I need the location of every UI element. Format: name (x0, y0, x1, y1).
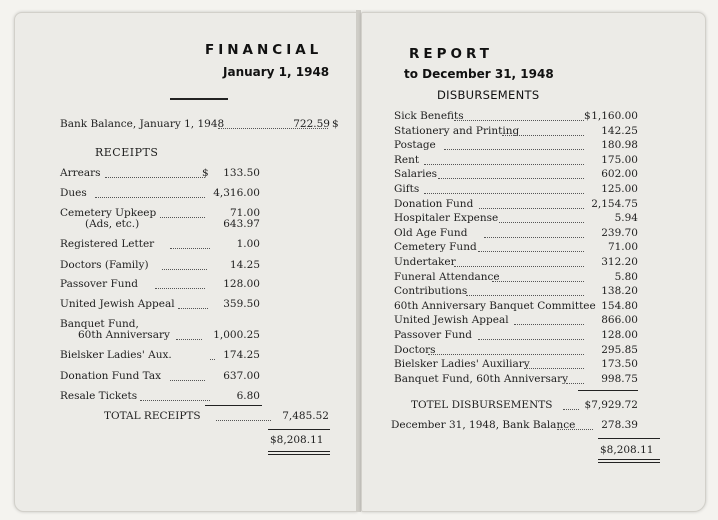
receipt-9 (60, 318, 260, 344)
bank-balance-jan-label: Bank Balance, January 1, 1948 (60, 118, 225, 130)
disbursement-1-label: Sick Benefits (394, 110, 464, 122)
grand-total-rule-top-left (268, 429, 330, 430)
disbursement-7 (394, 198, 638, 212)
receipt-11 (60, 370, 260, 384)
receipt-7-amount: 128.00 (223, 278, 260, 290)
receipt-5-amount: 1.00 (236, 238, 260, 250)
grand-total-rule-top-right (598, 438, 660, 439)
disbursement-12-label: Funeral Attendance (394, 270, 500, 283)
receipt-7-label: Passover Fund (60, 278, 138, 290)
receipt-8 (60, 298, 260, 312)
grand-total-rule-bottom-left-1 (268, 451, 330, 452)
disbursement-17-leader (428, 354, 584, 355)
receipt-12-amount: 6.80 (236, 390, 260, 402)
grand-total-rule-bottom-left-2 (268, 454, 330, 455)
receipt-4 (60, 218, 260, 232)
disbursement-14 (394, 300, 638, 314)
receipt-12 (60, 390, 260, 404)
receipt-5-label: Registered Letter (60, 238, 155, 250)
disbursement-14-amount: 154.80 (601, 299, 638, 312)
receipt-9-label-line2: 60th Anniversary (78, 329, 170, 341)
header-rule (170, 98, 228, 100)
disbursement-1-amount: 1,160.00 (591, 110, 638, 122)
receipt-4-amount: 643.97 (223, 218, 260, 230)
bank-balance-dec (391, 419, 638, 433)
receipt-9-label: Banquet Fund, (60, 318, 139, 330)
heading-financial: FINANCIAL (205, 42, 323, 58)
disbursement-8-amount: 5.94 (614, 212, 638, 225)
bank-balance-dec-amount: 278.39 (601, 419, 638, 431)
disbursement-9-leader (484, 237, 584, 238)
disbursement-6 (394, 183, 638, 197)
receipt-2-leader (95, 197, 205, 198)
receipt-12-label: Resale Tickets (60, 390, 138, 402)
receipt-2 (60, 187, 260, 201)
receipt-10-label: Bielsker Ladies' Aux. (60, 349, 172, 361)
disbursement-15-leader (514, 324, 584, 325)
receipt-6-amount: 14.25 (229, 259, 260, 271)
disbursement-2-leader (502, 135, 584, 136)
disbursement-1-currency: $ (584, 110, 591, 122)
disbursement-15-amount: 866.00 (601, 314, 638, 327)
receipt-6 (60, 259, 260, 273)
receipt-6-leader (162, 269, 207, 270)
disbursement-3 (394, 139, 638, 153)
disbursement-17-label: Doctors (394, 343, 436, 356)
receipts-title: RECEIPTS (95, 146, 159, 159)
disbursement-6-leader (424, 193, 584, 194)
bank-balance-dec-label: December 31, 1948, Bank Balance (391, 419, 576, 431)
receipt-1-label: Arrears (60, 167, 101, 179)
subheading-december: to December 31, 1948 (404, 67, 554, 81)
bank-balance-jan-currency: $ (332, 118, 339, 130)
disbursement-6-label: Gifts (394, 183, 420, 195)
disbursement-10 (394, 241, 638, 255)
disbursement-10-label: Cemetery Fund (394, 241, 477, 254)
disbursement-5 (394, 168, 638, 182)
disbursement-9-label: Old Age Fund (394, 226, 468, 239)
bank-balance-jan-amount: 722.59 (293, 118, 330, 130)
disbursement-1 (394, 110, 638, 124)
total-disbursements-label: TOTEL DISBURSEMENTS (411, 399, 553, 411)
grand-total-right: $8,208.11 (600, 444, 654, 456)
receipt-7 (60, 278, 260, 292)
disbursement-16-label: Passover Fund (394, 329, 472, 341)
receipt-1-currency: $ (202, 167, 209, 179)
disbursement-11-label: Undertaker (394, 256, 456, 268)
bank-balance-dec-leader (557, 429, 593, 430)
receipt-9-leader (176, 339, 202, 340)
disbursement-7-leader (479, 208, 584, 209)
receipt-12-leader (140, 400, 210, 401)
disbursement-18 (394, 358, 638, 372)
disbursement-2 (394, 125, 638, 139)
receipts-total-rule (205, 405, 262, 406)
disbursement-17-amount: 295.85 (601, 343, 638, 356)
disbursement-4-leader (424, 164, 584, 165)
receipt-9-amount: 1,000.25 (213, 329, 260, 341)
total-disbursements-amount: $7,929.72 (584, 399, 638, 411)
disbursement-16-amount: 128.00 (601, 329, 638, 341)
disbursement-12-amount: 5.80 (614, 270, 638, 283)
receipt-1 (60, 167, 260, 181)
disbursement-10-amount: 71.00 (607, 241, 638, 254)
receipt-5 (60, 238, 260, 252)
total-disbursements (411, 399, 638, 413)
total-receipts-leader (216, 420, 271, 421)
receipt-11-amount: 637.00 (223, 370, 260, 382)
disbursement-4 (394, 154, 638, 168)
grand-total-rule-bottom-right-1 (598, 459, 660, 460)
disbursement-2-amount: 142.25 (601, 124, 638, 137)
disbursement-15-label: United Jewish Appeal (394, 314, 509, 327)
grand-total-rule-bottom-right-2 (598, 462, 660, 463)
disbursement-15 (394, 314, 638, 328)
receipt-6-label: Doctors (Family) (60, 259, 149, 271)
receipt-8-label: United Jewish Appeal (60, 298, 175, 310)
disbursement-9-amount: 239.70 (601, 226, 638, 239)
disbursement-7-amount: 2,154.75 (591, 197, 638, 210)
receipt-1-leader (105, 177, 205, 178)
receipt-3-amount: 71.00 (229, 207, 260, 219)
receipt-3-label: Cemetery Upkeep (60, 207, 157, 219)
total-receipts (104, 410, 329, 424)
disbursement-5-label: Salaries (394, 168, 438, 181)
receipt-11-leader (170, 380, 205, 381)
total-receipts-label: TOTAL RECEIPTS (104, 410, 201, 422)
disbursement-13-amount: 138.20 (601, 285, 638, 298)
receipt-7-leader (155, 288, 205, 289)
disbursement-5-amount: 602.00 (601, 168, 638, 181)
subheading-january: January 1, 1948 (223, 65, 330, 79)
receipt-11-label: Donation Fund Tax (60, 370, 162, 382)
grand-total-left: $8,208.11 (270, 434, 324, 446)
disbursement-16-leader (478, 339, 584, 340)
disbursement-18-amount: 173.50 (601, 358, 638, 371)
bank-balance-jan (60, 118, 339, 132)
disbursement-13 (394, 285, 638, 299)
receipt-2-label: Dues (60, 187, 87, 199)
disbursement-9 (394, 227, 638, 241)
disbursements-title: DISBURSEMENTS (437, 88, 540, 102)
disbursement-19-label: Banquet Fund, 60th Anniversary (394, 372, 569, 385)
disbursement-14-label: 60th Anniversary Banquet Committee (394, 299, 596, 312)
disbursement-11-leader (454, 266, 584, 267)
disbursements-rule (578, 390, 638, 391)
receipt-5-leader (170, 248, 210, 249)
disbursement-13-leader (466, 295, 584, 296)
disbursement-11-amount: 312.20 (601, 256, 638, 268)
disbursement-8-label: Hospitaler Expense (394, 212, 499, 225)
total-receipts-amount: 7,485.52 (282, 410, 329, 422)
disbursement-18-leader (524, 368, 584, 369)
receipt-10-leader (210, 359, 215, 360)
disbursement-18-label: Bielsker Ladies' Auxiliary (394, 358, 530, 371)
disbursement-7-label: Donation Fund (394, 197, 474, 210)
disbursement-11 (394, 256, 638, 270)
total-disbursements-leader (563, 409, 579, 410)
disbursement-4-amount: 175.00 (601, 153, 638, 166)
disbursement-12-leader (492, 281, 584, 282)
disbursement-13-label: Contributions (394, 285, 468, 298)
disbursement-17 (394, 344, 638, 358)
receipt-2-amount: 4,316.00 (213, 187, 260, 199)
disbursement-5-leader (438, 178, 584, 179)
disbursement-16 (394, 329, 638, 343)
receipt-10-amount: 174.25 (223, 349, 260, 361)
disbursement-12 (394, 271, 638, 285)
disbursement-3-label: Postage (394, 139, 436, 152)
disbursement-8 (394, 212, 638, 226)
disbursement-4-label: Rent (394, 153, 420, 166)
disbursement-1-leader (454, 120, 584, 121)
receipt-8-amount: 359.50 (223, 298, 260, 310)
receipt-8-leader (178, 308, 208, 309)
disbursement-19-leader (566, 383, 584, 384)
disbursement-2-label: Stationery and Printing (394, 124, 520, 137)
disbursement-10-leader (478, 251, 584, 252)
disbursement-3-amount: 180.98 (601, 139, 638, 152)
disbursement-3-leader (444, 149, 584, 150)
disbursement-6-amount: 125.00 (601, 183, 638, 195)
disbursement-19 (394, 373, 638, 387)
receipt-10 (60, 349, 260, 363)
receipt-4-label: (Ads, etc.) (85, 218, 140, 230)
heading-report: REPORT (409, 46, 493, 62)
receipt-1-amount: 133.50 (223, 167, 260, 179)
disbursement-19-amount: 998.75 (601, 372, 638, 385)
disbursement-8-leader (499, 222, 584, 223)
